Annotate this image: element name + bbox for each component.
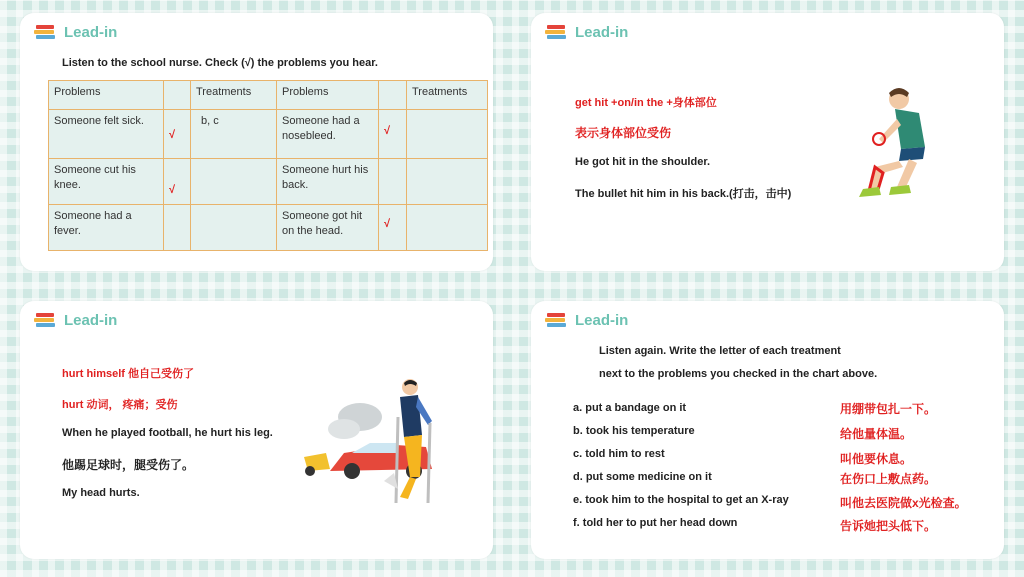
lead-in-header — [34, 23, 117, 41]
phrase-hurt-verb: hurt 动词， 疼痛；受伤 — [62, 399, 178, 411]
lead-in-title: Lead-in — [575, 311, 629, 329]
phrase-get-hit: get hit +on/in the +身体部位 — [575, 97, 717, 109]
col-header — [164, 81, 191, 110]
treatment-item: f. told her to put her head down — [573, 517, 738, 529]
table-cell — [407, 205, 488, 251]
treatment-item: d. put some medicine on it — [573, 471, 712, 483]
phrase-hurt-himself: hurt himself 他自己受伤了 — [62, 368, 195, 380]
instruction: Listen to the school nurse. Check (√) the problems you hear. — [62, 57, 378, 69]
treatment-item: c. told him to rest — [573, 448, 665, 460]
treatment-item: e. took him to the hospital to get an X-ray — [573, 494, 789, 506]
lead-in-header — [545, 311, 628, 329]
example-translation: 他踢足球时，腿受伤了。 — [62, 458, 195, 472]
table-cell: Someone had a nosebleed. — [277, 110, 379, 159]
check-mark: √ — [379, 205, 407, 251]
treatment-translation: 用绷带包扎一下。 — [840, 402, 937, 416]
books-icon — [34, 311, 58, 329]
col-header: Treatments — [407, 81, 488, 110]
treatment-translation: 告诉她把头低下。 — [840, 519, 937, 533]
treatment-item: b. took his temperature — [573, 425, 695, 437]
instruction-line: Listen again. Write the letter of each treatment — [599, 345, 841, 357]
table-cell: Someone felt sick. — [49, 110, 164, 159]
treatment-item: a. put a bandage on it — [573, 402, 687, 414]
lead-in-title: Lead-in — [575, 23, 629, 41]
card-hurt — [20, 301, 493, 559]
example-sentence: He got hit in the shoulder. — [575, 156, 711, 168]
books-icon — [545, 311, 569, 329]
table-cell: Someone hurt his back. — [277, 159, 379, 205]
check-mark: √ — [379, 110, 407, 159]
books-icon — [545, 23, 569, 41]
col-header: Problems — [277, 81, 379, 110]
lead-in-title: Lead-in — [64, 23, 118, 41]
lead-in-title: Lead-in — [64, 311, 118, 329]
example-sentence: My head hurts. — [62, 487, 140, 499]
table-cell — [191, 159, 277, 205]
example-sentence: When he played football, he hurt his leg. — [62, 427, 273, 439]
check-mark — [164, 205, 191, 251]
phrase-meaning: 表示身体部位受伤 — [575, 126, 672, 140]
table-cell — [191, 205, 277, 251]
lead-in-header — [34, 311, 117, 329]
instruction-line: next to the problems you checked in the chart above. — [599, 368, 878, 380]
accident-illustration — [300, 377, 460, 511]
table-cell — [407, 159, 488, 205]
check-mark: √ — [164, 159, 191, 205]
check-mark — [379, 159, 407, 205]
books-icon — [34, 23, 58, 41]
treatment-translation: 叫他要休息。 — [840, 452, 913, 466]
injured-man-illustration — [839, 83, 949, 203]
example-sentence: The bullet hit him in his back.(打击，击中) — [575, 188, 792, 200]
treatment-translation: 叫他去医院做x光检查。 — [840, 496, 967, 510]
lead-in-header — [545, 23, 628, 41]
card-get-hit — [531, 13, 1004, 271]
card-treatments — [531, 301, 1004, 559]
treatment-translation: 给他量体温。 — [840, 427, 913, 441]
table-cell: b, c — [191, 110, 277, 159]
col-header: Problems — [49, 81, 164, 110]
table-cell: Someone cut his knee. — [49, 159, 164, 205]
col-header: Treatments — [191, 81, 277, 110]
table-cell — [407, 110, 488, 159]
treatment-translation: 在伤口上敷点药。 — [840, 472, 937, 486]
table-cell: Someone had a fever. — [49, 205, 164, 251]
table-cell: Someone got hit on the head. — [277, 205, 379, 251]
col-header — [379, 81, 407, 110]
problems-table — [48, 80, 488, 251]
check-mark: √ — [164, 110, 191, 159]
card-table — [20, 13, 493, 271]
